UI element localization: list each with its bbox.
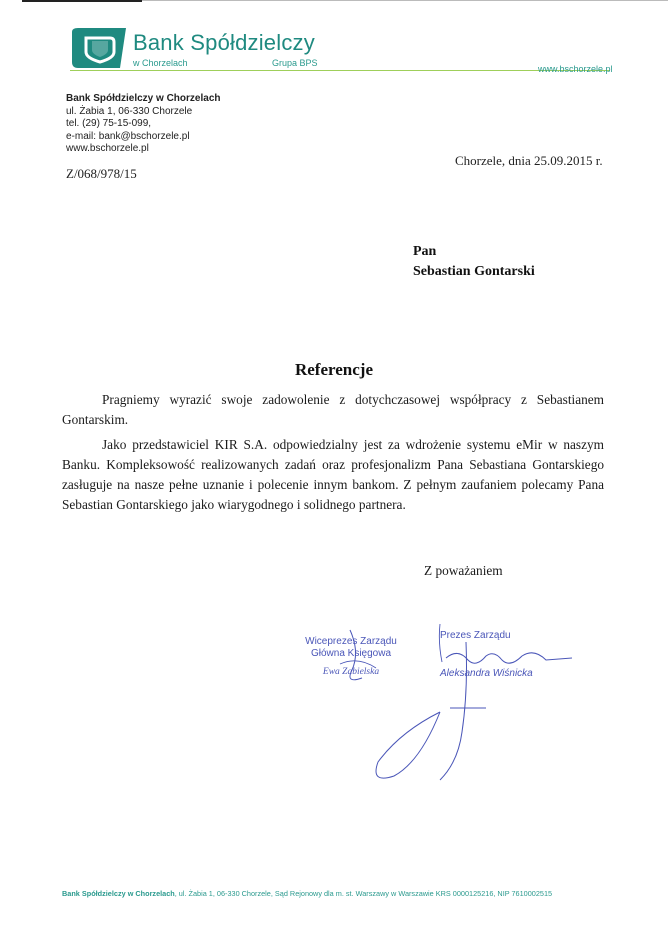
signature-stamp-right bbox=[440, 630, 560, 679]
top-rule-thin bbox=[142, 0, 668, 1]
sender-website: www.bschorzele.pl bbox=[66, 143, 149, 154]
stamp-left-name: Ewa Zabielska bbox=[322, 667, 380, 677]
bank-subtitle: w Chorzelach bbox=[133, 58, 188, 68]
footer bbox=[62, 889, 552, 898]
letter-title: Referencje bbox=[294, 360, 374, 379]
stamp-left-line1: Wiceprezes Zarządu bbox=[305, 636, 397, 647]
sender-name: Bank Spółdzielczy w Chorzelach bbox=[66, 93, 221, 104]
bank-name: Bank Spółdzielczy bbox=[133, 30, 315, 55]
body-paragraph-2: Jako przedstawiciel KIR S.A. odpowiedzialny jest za wdrożenie systemu eMir w naszym Banku. Kompleksowość realizowanych zadań oraz profesjonalizm Pana Sebastiana Gontarskiego zasługuje na nasze pełne uznanie i polecenie innym bankom. Z pełnym zaufaniem polecamy Pana Sebastian Gontarskiego jako wiarygodnego i solidnego partnera. bbox=[62, 437, 604, 512]
sender-phone: tel. (29) 75-15-099, bbox=[66, 118, 152, 129]
addressee-name: Sebastian Gontarski bbox=[413, 264, 535, 279]
stamp-right-name: Aleksandra Wiśnicka bbox=[440, 667, 533, 679]
body-paragraph-1: Pragniemy wyrazić swoje zadowolenie z dotychczasowej współpracy z Sebastianem Gontarskim. bbox=[62, 392, 604, 427]
stamp-left-line2: Główna Księgowa bbox=[310, 647, 392, 659]
addressee bbox=[413, 242, 535, 282]
sender-email: e-mail: bank@bschorzele.pl bbox=[66, 130, 190, 142]
reference-number: Z/068/978/15 bbox=[66, 166, 137, 181]
footer-details: , ul. Żabia 1, 06-330 Chorzele, Sąd Rejonowy dla m. st. Warszawy w Warszawie KRS 0000125216, NIP 7610002515 bbox=[174, 889, 553, 898]
footer-bank: Bank Spółdzielczy w Chorzelach bbox=[62, 889, 175, 898]
closing: Z poważaniem bbox=[424, 563, 503, 578]
letterhead-divider bbox=[70, 70, 610, 71]
shield-icon bbox=[70, 28, 128, 68]
sender-address: ul. Żabia 1, 06-330 Chorzele bbox=[66, 105, 193, 117]
signature-stamp-left bbox=[296, 636, 406, 679]
addressee-salutation: Pan bbox=[413, 244, 437, 259]
letterhead-website: www.bschorzele.pl bbox=[538, 64, 613, 74]
top-rule bbox=[22, 0, 142, 2]
stamp-right-line1: Prezes Zarządu bbox=[440, 630, 511, 641]
bank-group: Grupa BPS bbox=[272, 58, 318, 68]
sender-block bbox=[66, 93, 220, 156]
letter-date: Chorzele, dnia 25.09.2015 r. bbox=[455, 153, 603, 168]
